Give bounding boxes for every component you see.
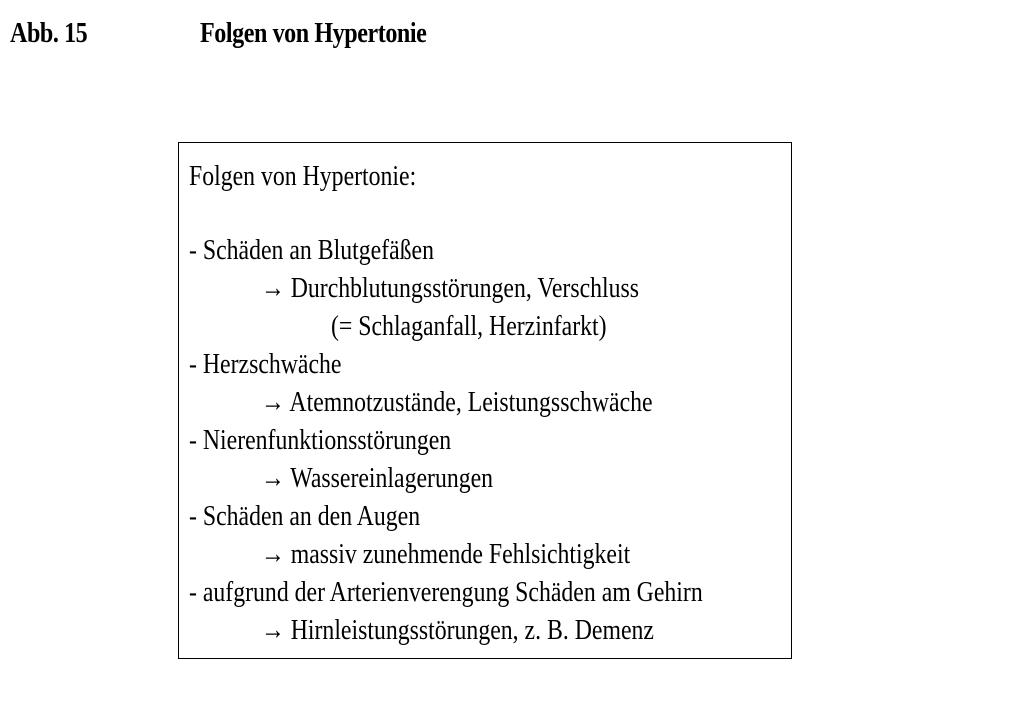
figure-title: Folgen von Hypertonie (200, 18, 427, 49)
consequence-detail: → Durchblutungsstörungen, Verschluss (261, 272, 640, 304)
consequence-item: - Nierenfunktionsstörungen (189, 424, 452, 456)
consequence-detail: → massiv zunehmende Fehlsichtigkeit (261, 538, 631, 570)
consequence-detail: → Wassereinlagerungen (261, 462, 494, 494)
consequence-item: - aufgrund der Arterienverengung Schäden am Gehirn (189, 576, 703, 608)
box-heading: Folgen von Hypertonie: (189, 160, 417, 192)
consequence-detail: → Hirnleistungsstörungen, z. B. Demenz (261, 614, 654, 646)
figure-label: Abb. 15 (10, 18, 88, 49)
consequence-item: - Schäden an den Augen (189, 500, 421, 532)
consequence-detail: (= Schlaganfall, Herzinfarkt) (331, 310, 607, 342)
content-box (178, 142, 792, 659)
consequence-item: - Schäden an Blutgefäßen (189, 234, 434, 266)
consequence-detail: → Atemnotzustände, Leistungsschwäche (261, 386, 653, 418)
consequence-item: - Herzschwäche (189, 348, 342, 380)
